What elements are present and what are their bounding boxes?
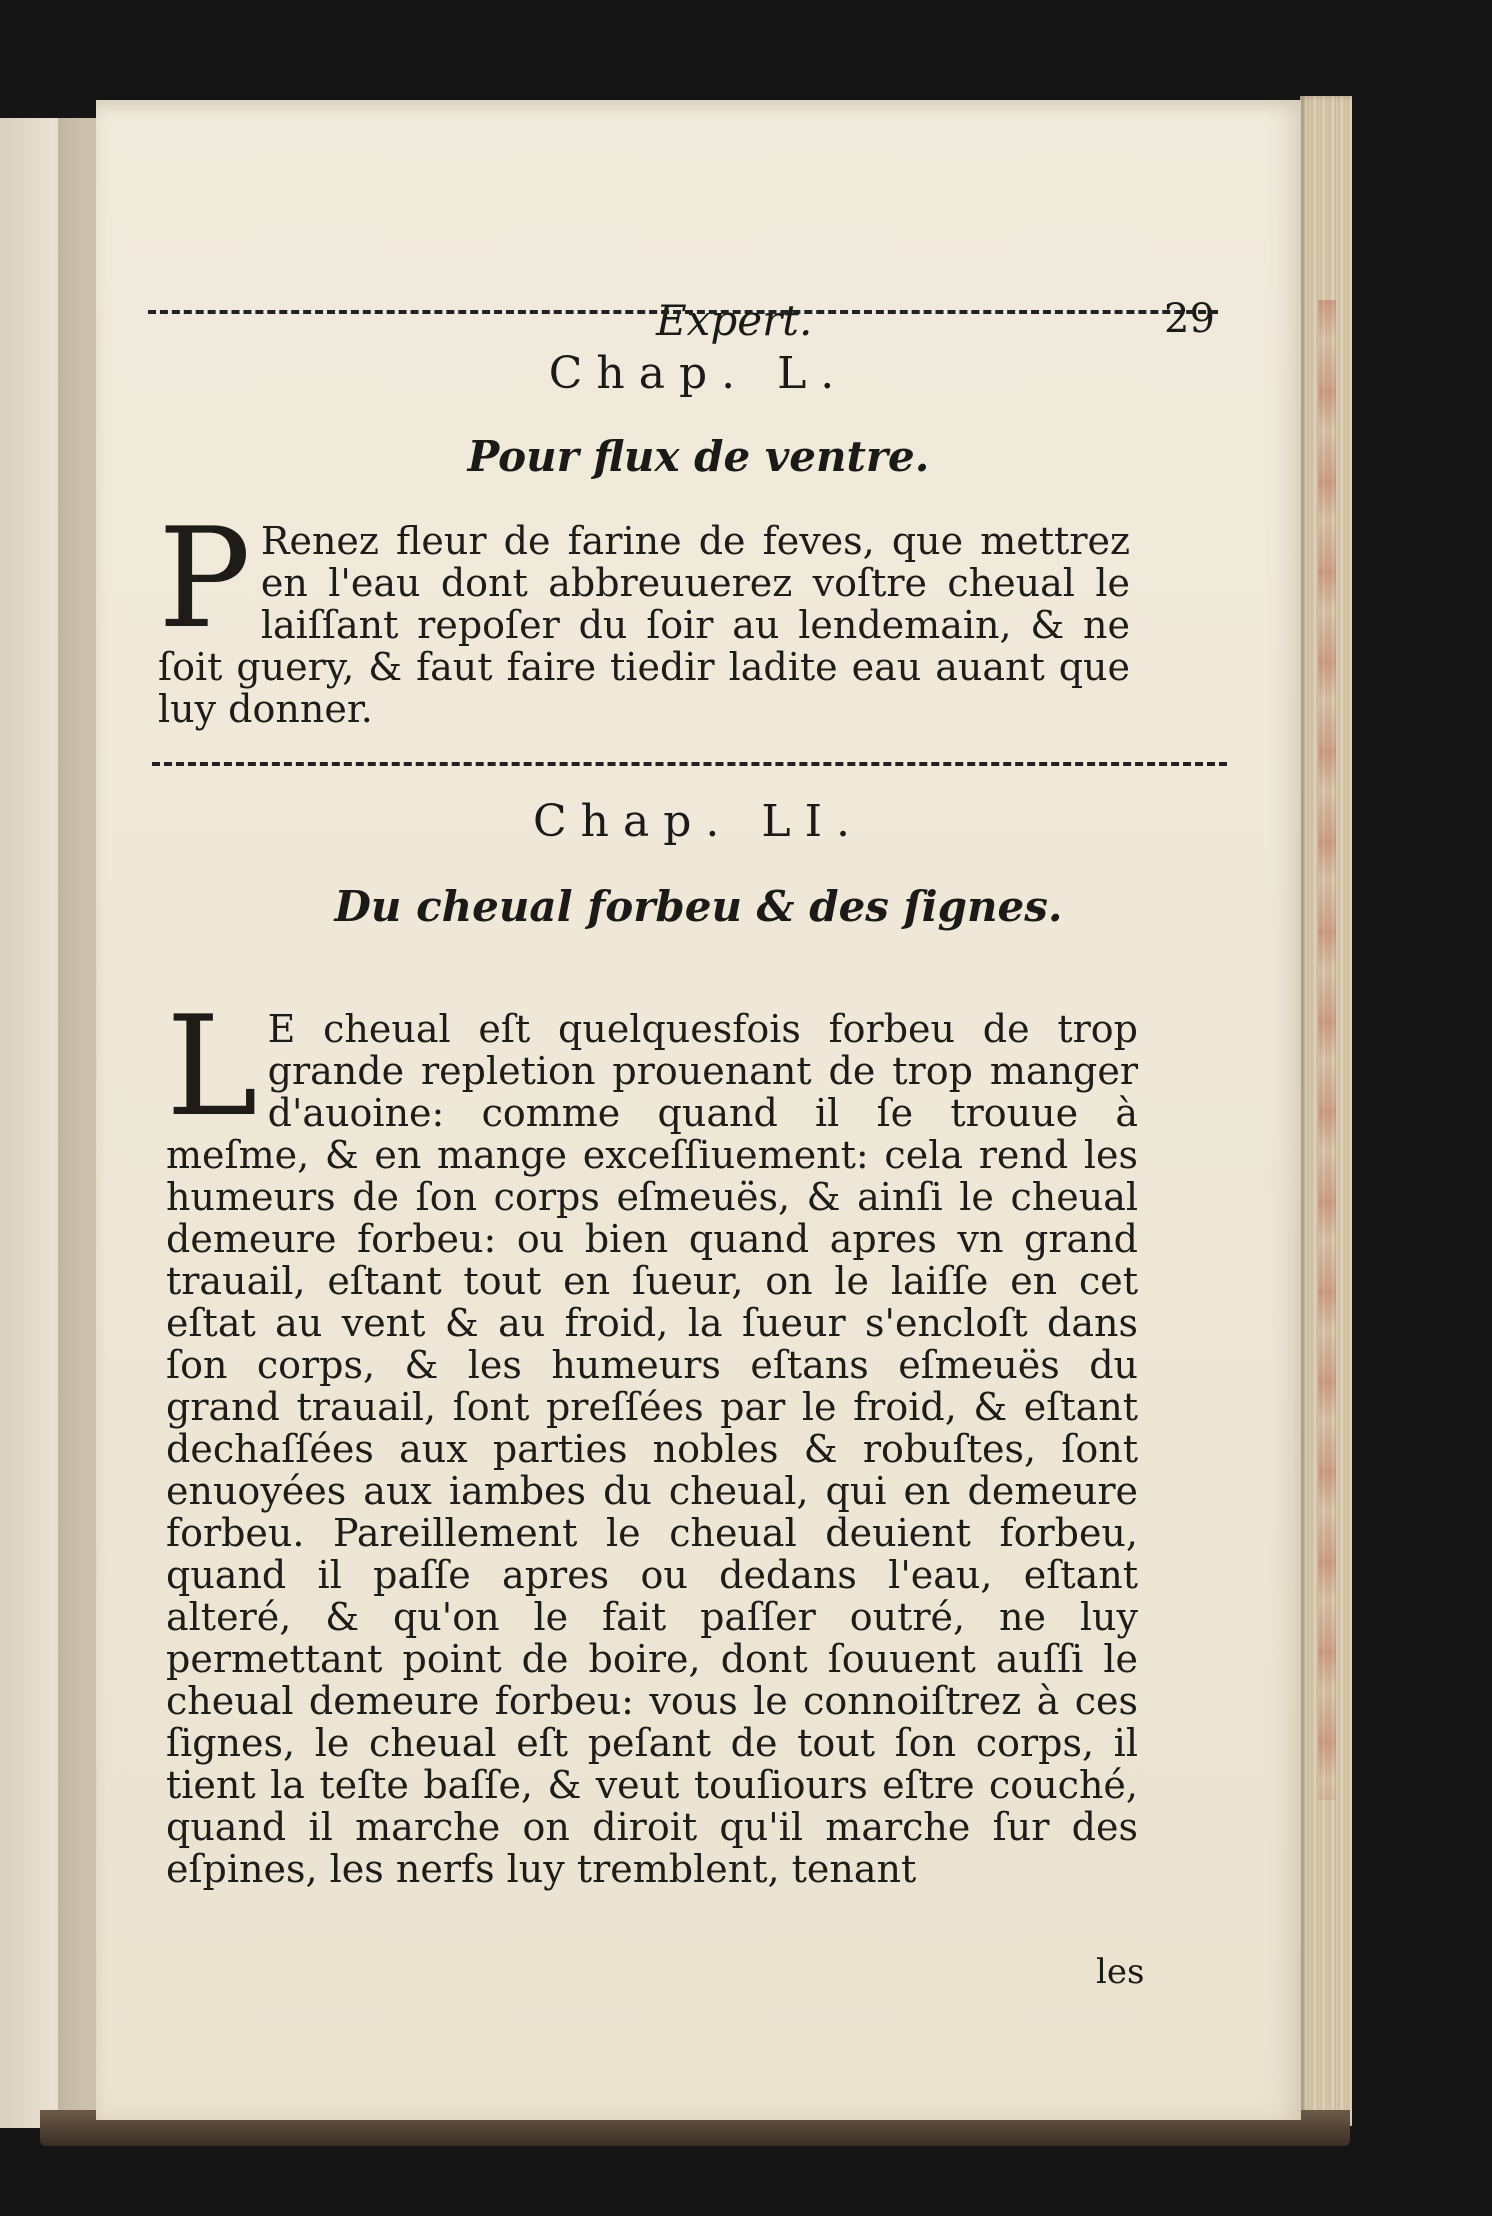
running-title: Expert. [656,296,813,345]
chapter-heading-51: Chap. LI. [533,796,864,847]
chapter-51-text: E cheual eſt quelquesfois forbeu de trop grande repletion prouenant de trop manger d'auoine: comme quand il ſe trouue à meſme, & en mange exceſſiuement: cela rend les humeurs de ſon corps eſmeuës, & ainſi le cheual demeure forbeu: ou bien quand apres vn grand trauail, eſtant tout en ſueur, on le laiſſe en cet eſtat au vent & au froid, la ſueur s'encloſt dans ſon corps, & les humeurs eſtans eſmeuës du grand trauail, ſont preſſées par le froid, & eſtant dechaſſées aux parties nobles & robuſtes, ſont enuoyées aux iambes du cheual, qui en demeure forbeu. Pareillement le cheual deuient forbeu, quand il paſſe apres ou dedans l'eau, eſtant alteré, & qu'on le fait paſſer outré, ne luy permettant point de boire, dont ſouuent auſſi le cheual demeure forbeu: vous le connoiſtrez à ces ſignes, le cheual eſt peſant de tout ſon corps, il tient la teſte baſſe, & veut touſiours eſtre couché, quand il marche on diroit qu'il marche ſur des eſpines, les nerfs luy tremblent, tenant [166,1007,1138,1891]
book-page [96,100,1301,2120]
page-number: 29 [1164,296,1215,342]
drop-cap-p: P [158,498,251,659]
red-edge-stain [1318,300,1336,1800]
drop-cap-l: L [166,986,258,1147]
chapter-51-body [166,986,1138,1891]
middle-rule [152,762,1227,766]
catchword: les [1096,1952,1145,1992]
chapter-heading-50: Chap. L. [548,348,849,399]
chapter-50-text: Renez fleur de farine de feves, que mettrez en l'eau dont abbreuuerez voſtre cheual le laiſſant repoſer du ſoir au lendemain, & ne ſoit guery, & faut faire tiedir ladite eau auant que luy donner. [158,519,1130,731]
chapter-50-body [158,498,1130,731]
chapter-title-50: Pour flux de ventre. [467,432,930,481]
top-rule [148,310,1218,314]
chapter-title-51: Du cheual forbeu & des ſignes. [334,882,1063,931]
